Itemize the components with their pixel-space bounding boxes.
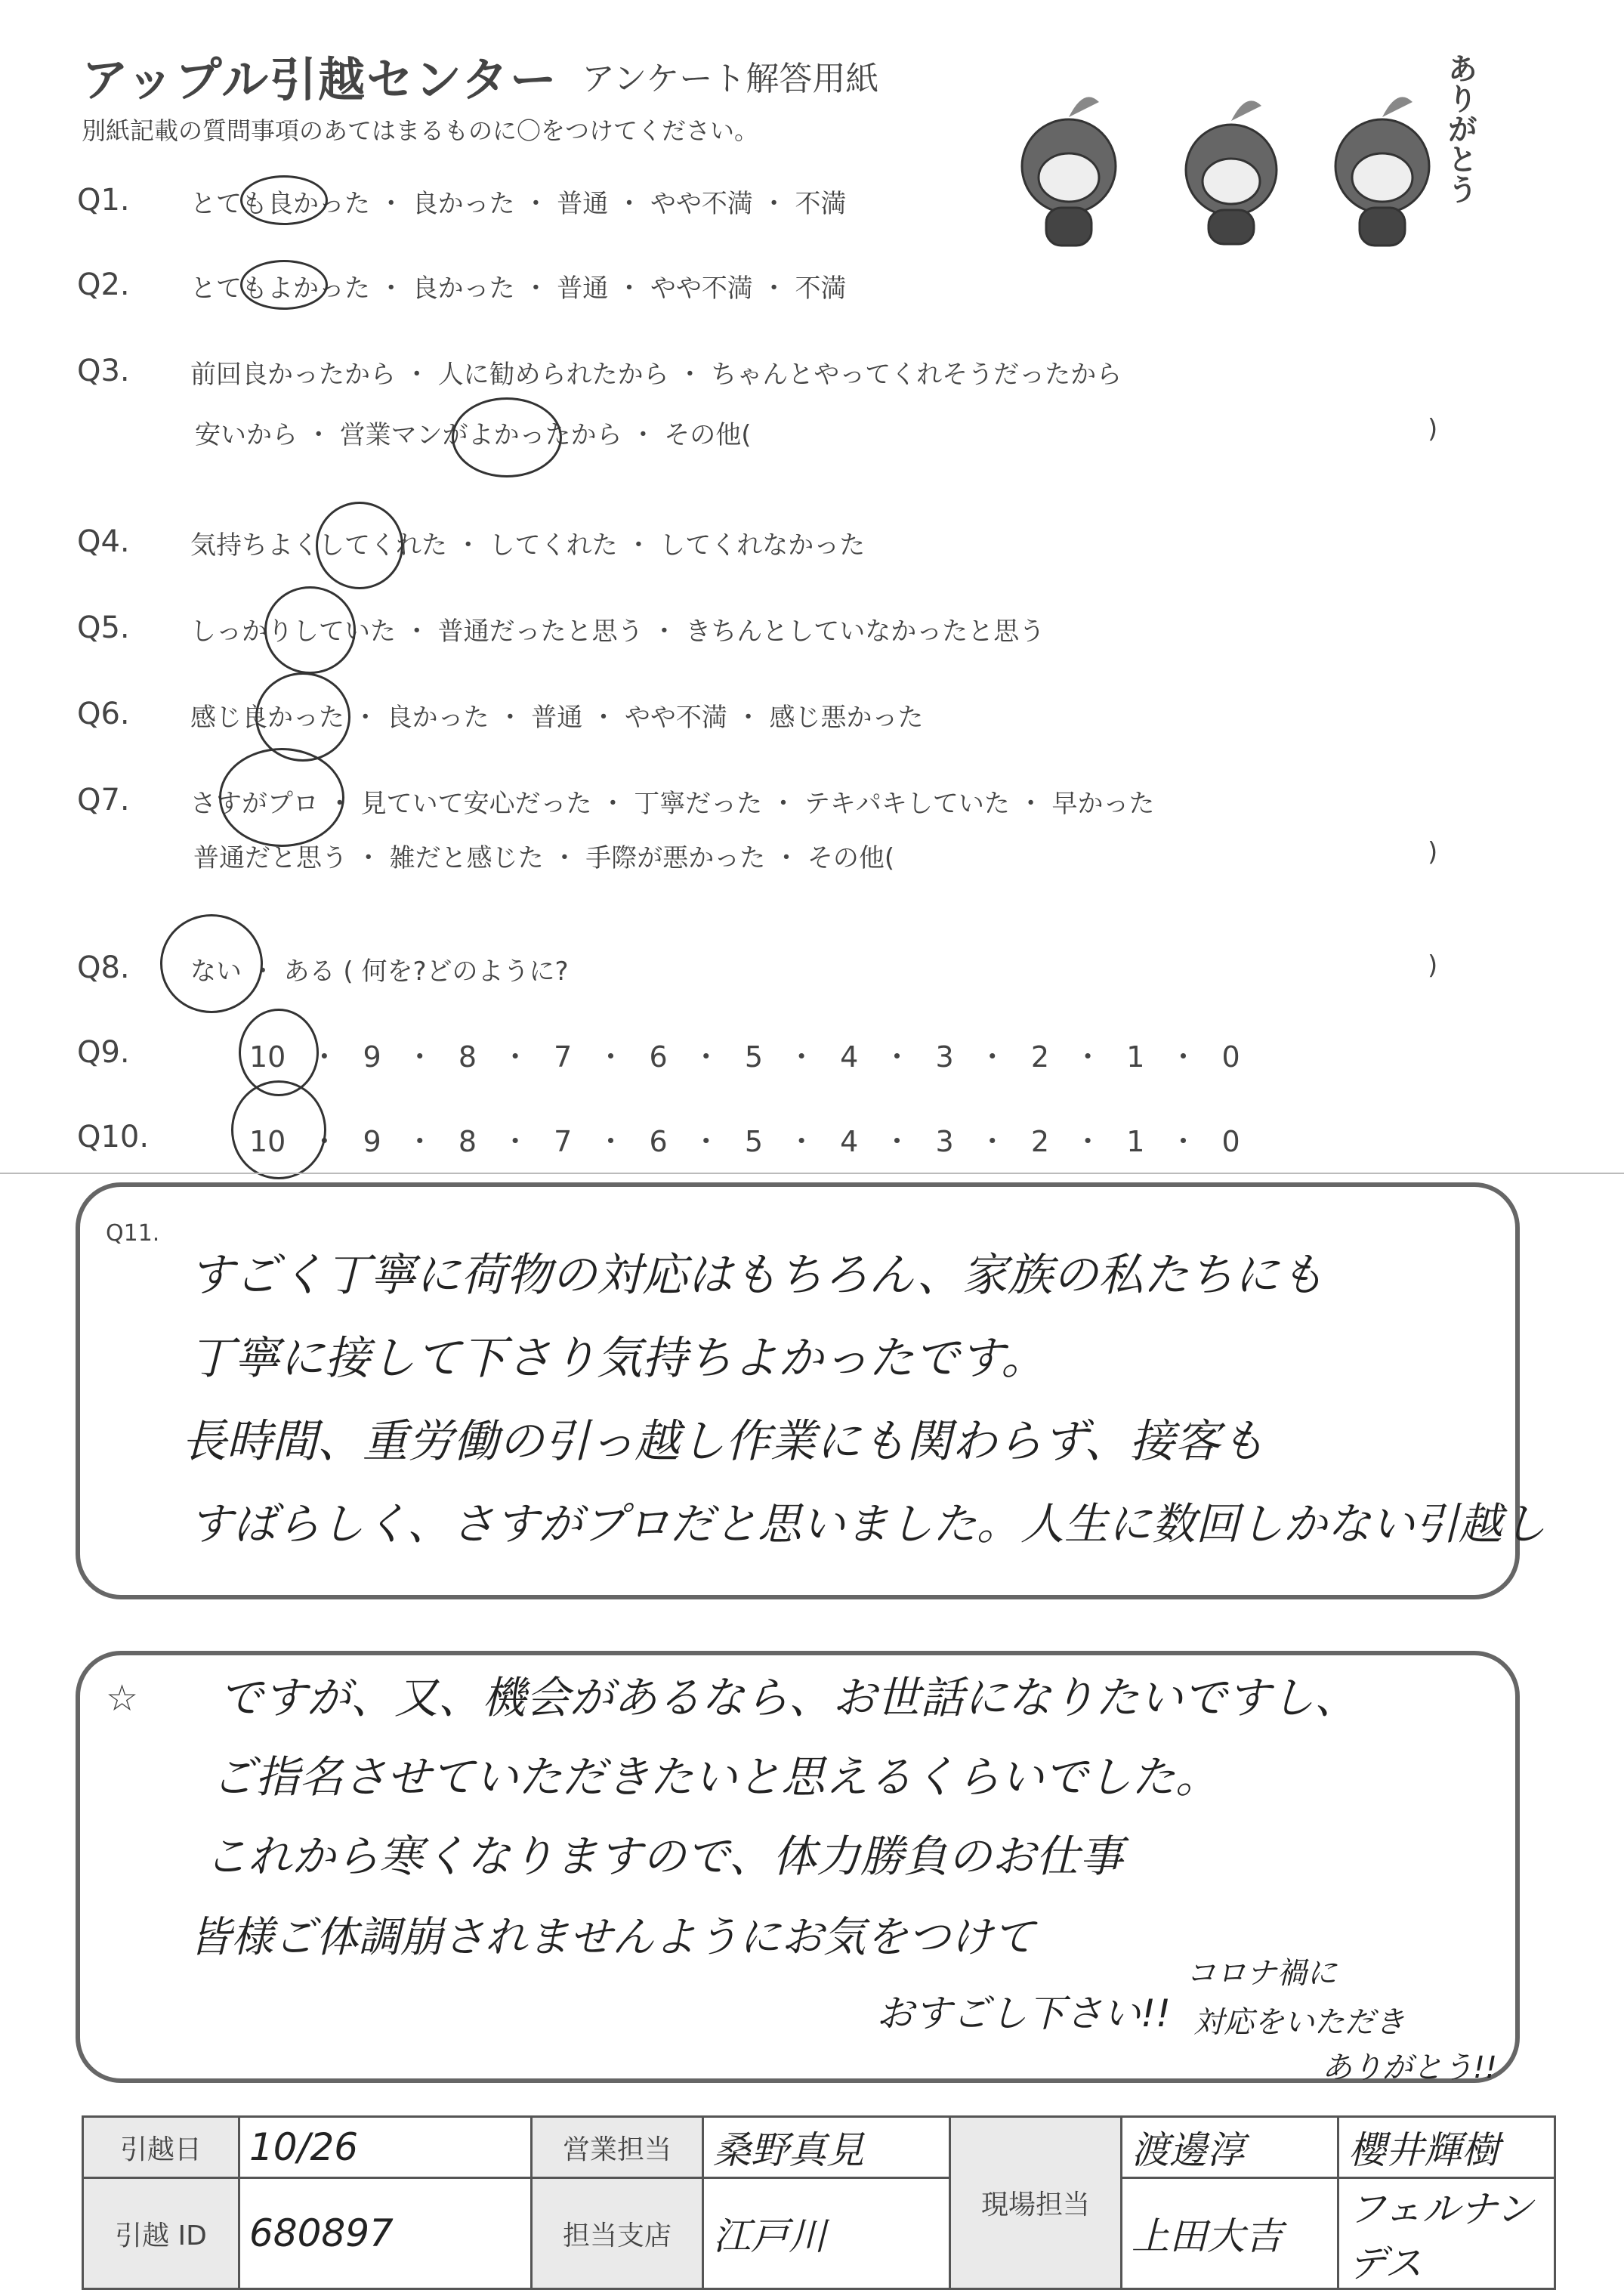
- move-info-table: [82, 2115, 1556, 2290]
- sales-name: 桑野真見: [703, 2117, 950, 2178]
- star-line-1: ですが、又、機会があるなら、お世話になりたいですし、: [219, 1672, 1359, 1723]
- side-note-1: コロナ禍に: [1186, 1956, 1337, 1991]
- branch-label: 担当支店: [532, 2178, 703, 2289]
- q3-options-line2: 安いから ・ 営業マンがよかったから ・ その他(: [195, 420, 752, 450]
- q7-options-line1: さすがプロ ・ 見ていて安心だった ・ 丁寧だった ・ テキパキしていた ・ 早かった: [190, 789, 1155, 819]
- q8-paren-close: ): [1428, 950, 1438, 981]
- q4-label: Q4.: [77, 524, 130, 559]
- q7-options-line2: 普通だと思う ・ 雑だと感じた ・ 手際が悪かった ・ その他(: [193, 843, 895, 873]
- answer-circle: [316, 502, 403, 589]
- mascot-thanks-text: ありがとう: [1443, 53, 1477, 204]
- branch-name: 江戸川: [703, 2178, 950, 2289]
- q11-line-1: すごく丁寧に荷物の対応はもちろん、家族の私たちにも: [189, 1249, 1325, 1302]
- site-staff-2: 櫻井輝樹: [1338, 2117, 1555, 2178]
- site-staff-4: フェルナンデス: [1338, 2178, 1555, 2289]
- sales-label: 営業担当: [532, 2117, 703, 2178]
- q8-options: ない ・ ある ( 何を?どのように?: [190, 956, 569, 987]
- answer-circle: [264, 586, 356, 674]
- answer-circle: [240, 260, 328, 310]
- q11-line-3: 長時間、重労働の引っ越し作業にも関わらず、接客も: [181, 1415, 1266, 1468]
- q6-options: 感じ良かった ・ 良かった ・ 普通 ・ やや不満 ・ 感じ悪かった: [190, 703, 924, 733]
- q5-label: Q5.: [77, 610, 130, 645]
- star-line-2: ご指名させていただきたいと思えるくらいでした。: [211, 1751, 1220, 1803]
- monkey-mascots-illustration: [982, 45, 1511, 249]
- site-staff-1: 渡邊淳: [1122, 2117, 1338, 2178]
- answer-circle: [452, 397, 562, 477]
- move-date-label: 引越日: [83, 2117, 239, 2178]
- q3-options-line1: 前回良かったから ・ 人に勧められたから ・ ちゃんとやってくれそうだったから: [190, 360, 1122, 390]
- q10-scale: 10 ・ 9 ・ 8 ・ 7 ・ 6 ・ 5 ・ 4 ・ 3 ・ 2 ・ 1 ・ 0: [249, 1125, 1240, 1158]
- q1-label: Q1.: [77, 183, 130, 218]
- answer-circle: [240, 175, 328, 225]
- q2-options: とてもよかった ・ 良かった ・ 普通 ・ やや不満 ・ 不満: [190, 273, 847, 304]
- site-label: 現場担当: [950, 2117, 1122, 2289]
- q6-label: Q6.: [77, 697, 130, 731]
- q11-line-4: すばらしく、さすがプロだと思いました。人生に数回しかない引越し: [189, 1498, 1546, 1550]
- q5-options: しっかりしていた ・ 普通だったと思う ・ きちんとしていなかったと思う: [190, 617, 1045, 647]
- q7-paren-close: ): [1428, 837, 1438, 867]
- q1-options: とても良かった ・ 良かった ・ 普通 ・ やや不満 ・ 不満: [190, 189, 847, 219]
- star-line-4: 皆様ご体調崩されませんようにお気をつけて: [189, 1913, 1035, 1962]
- q10-label: Q10.: [77, 1120, 150, 1154]
- q8-label: Q8.: [77, 950, 130, 985]
- move-date-value: 10/26: [239, 2117, 532, 2178]
- q11-label: Q11.: [106, 1220, 160, 1247]
- star-line-5: おすごし下さい!!: [876, 1992, 1172, 2035]
- answer-circle: [160, 914, 263, 1013]
- q7-label: Q7.: [77, 783, 130, 817]
- q9-scale: 10 ・ 9 ・ 8 ・ 7 ・ 6 ・ 5 ・ 4 ・ 3 ・ 2 ・ 1 ・ 0: [249, 1040, 1240, 1074]
- star-icon: ☆: [106, 1677, 139, 1720]
- company-name: アップル引越センター: [82, 52, 558, 107]
- star-line-3: これから寒くなりますので、体力勝負のお仕事: [204, 1831, 1123, 1882]
- form-title: アンケート解答用紙: [582, 60, 879, 98]
- move-id-value: 680897: [239, 2178, 532, 2289]
- q11-line-2: 丁寧に接して下さり気持ちよかったです。: [189, 1332, 1047, 1385]
- side-note-2: 対応をいただき: [1193, 2005, 1405, 2040]
- answer-circle: [219, 748, 344, 847]
- side-note-3: ありがとう!!: [1322, 2050, 1498, 2085]
- q4-options: 気持ちよくしてくれた ・ してくれた ・ してくれなかった: [190, 530, 866, 561]
- q9-label: Q9.: [77, 1035, 130, 1070]
- q3-paren-close: ): [1428, 414, 1438, 444]
- site-staff-3: 上田大吉: [1122, 2178, 1338, 2289]
- answer-circle: [231, 1080, 326, 1179]
- section-divider: [0, 1173, 1624, 1174]
- q2-label: Q2.: [77, 267, 130, 302]
- move-id-label: 引越 ID: [83, 2178, 239, 2289]
- instruction-text: 別紙記載の質問事項のあてはまるものに〇をつけてください。: [82, 116, 759, 145]
- q3-label: Q3.: [77, 354, 130, 388]
